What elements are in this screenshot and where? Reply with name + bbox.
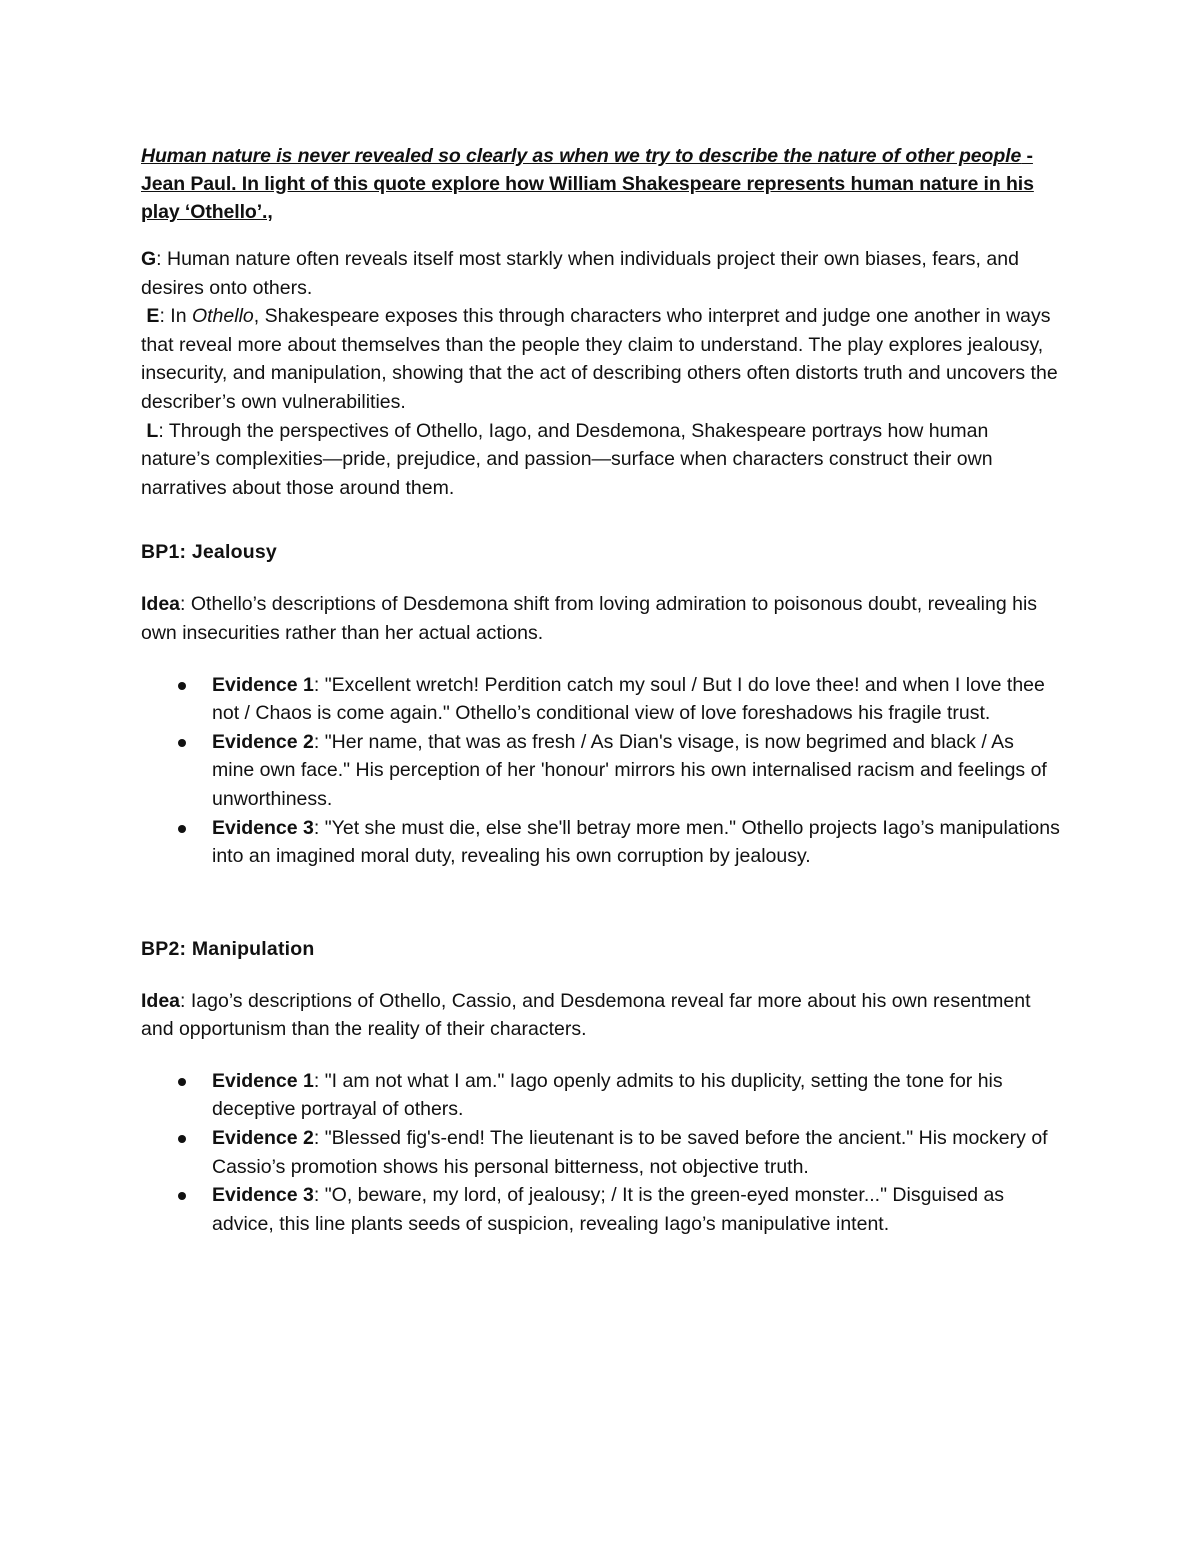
essay-question-title (141, 142, 1061, 226)
gel-e-label: E (146, 305, 160, 328)
bullet-icon (178, 1078, 186, 1086)
evidence-text: : "Her name, that was as fresh / As Dian's visage, is now begrimed and black / As mine own face." His perception of her 'honour' mirrors his own internalised racism and feelings of unworthiness. (212, 730, 1047, 810)
evidence-label: Evidence 2 (212, 1127, 314, 1150)
gel-l-label: L (146, 419, 159, 442)
bp2-idea (141, 987, 1061, 1044)
evidence-text: : "I am not what I am." Iago openly admits to his duplicity, setting the tone for his deceptive portrayal of others. (212, 1069, 1003, 1121)
evidence-label: Evidence 1 (212, 673, 314, 696)
list-item (141, 728, 1061, 814)
bp2-idea-label: Idea (141, 989, 181, 1012)
bp1-idea (141, 590, 1061, 647)
bullet-icon (178, 1135, 186, 1143)
gel-e-play-title: Othello (191, 305, 254, 328)
gel-l-line (141, 417, 1061, 503)
gel-g-line (141, 245, 1061, 302)
title-prompt: - Jean Paul. In light of this quote explore how William Shakespeare represents human nature in his play ‘Othello’., (141, 145, 1034, 223)
bp2-idea-text: : Iago’s descriptions of Othello, Cassio, and Desdemona reveal far more about his own resentment and opportunism than the reality of their characters. (141, 989, 1031, 1041)
gel-e-line (141, 302, 1061, 416)
evidence-text: : "O, beware, my lord, of jealousy; / It is the green-eyed monster..." Disguised as advice, this line plants seeds of suspicion, revealing Iago’s manipulative intent. (212, 1184, 1005, 1235)
list-item (141, 814, 1061, 871)
bullet-icon (178, 739, 186, 747)
bullet-icon (178, 825, 186, 833)
evidence-label: Evidence 1 (212, 1069, 314, 1092)
bullet-icon (178, 1192, 186, 1200)
gel-g-label: G (141, 248, 157, 270)
gel-e-pre: : In (159, 305, 192, 328)
bp2-heading: BP2: Manipulation (141, 937, 315, 960)
bullet-icon (178, 682, 186, 690)
gel-introduction (141, 245, 1061, 502)
evidence-text: : "Excellent wretch! Perdition catch my soul / But I do love thee! and when I love thee not / Chaos is come again." Othello’s conditional view of love foreshadows his fragile trust. (212, 673, 1045, 725)
gel-g-text: : Human nature often reveals itself most starkly when individuals project their own biases, fears, and desires onto others. (141, 248, 1019, 299)
bp1-idea-label: Idea (141, 593, 181, 616)
evidence-text: : "Blessed fig's-end! The lieutenant is to be saved before the ancient." His mockery of Cassio’s promotion shows his personal bitterness, not objective truth. (212, 1127, 1048, 1178)
title-quote: Human nature is never revealed so clearly as when we try to describe the nature of other people (141, 145, 1022, 167)
evidence-label: Evidence 3 (212, 1184, 314, 1207)
evidence-text: : "Yet she must die, else she'll betray more men." Othello projects Iago’s manipulations into an imagined moral duty, revealing his own corruption by jealousy. (212, 816, 1060, 868)
list-item (141, 1181, 1061, 1238)
bp1-idea-text: : Othello’s descriptions of Desdemona shift from loving admiration to poisonous doubt, revealing his own insecurities rather than her actual actions. (141, 593, 1038, 644)
gel-e-text: , Shakespeare exposes this through characters who interpret and judge one another in ways that reveal more about themselves than the people they claim to understand. The play explores jealousy, insecurity, and manipulation, showing that the act of describing others often distorts truth and uncovers the describer’s own vulnerabilities. (141, 305, 1058, 413)
list-item (141, 1067, 1061, 1124)
document-content (141, 142, 1061, 1238)
bp1-evidence-list (141, 671, 1061, 871)
evidence-label: Evidence 2 (212, 730, 314, 753)
bp2-evidence-list (141, 1067, 1061, 1239)
evidence-label: Evidence 3 (212, 816, 314, 839)
gel-l-text: : Through the perspectives of Othello, Iago, and Desdemona, Shakespeare portrays how human nature’s complexities—pride, prejudice, and passion—surface when characters construct their own narratives about those around them. (141, 419, 993, 499)
bp1-heading: BP1: Jealousy (141, 541, 277, 564)
list-item (141, 1124, 1061, 1181)
list-item (141, 671, 1061, 728)
